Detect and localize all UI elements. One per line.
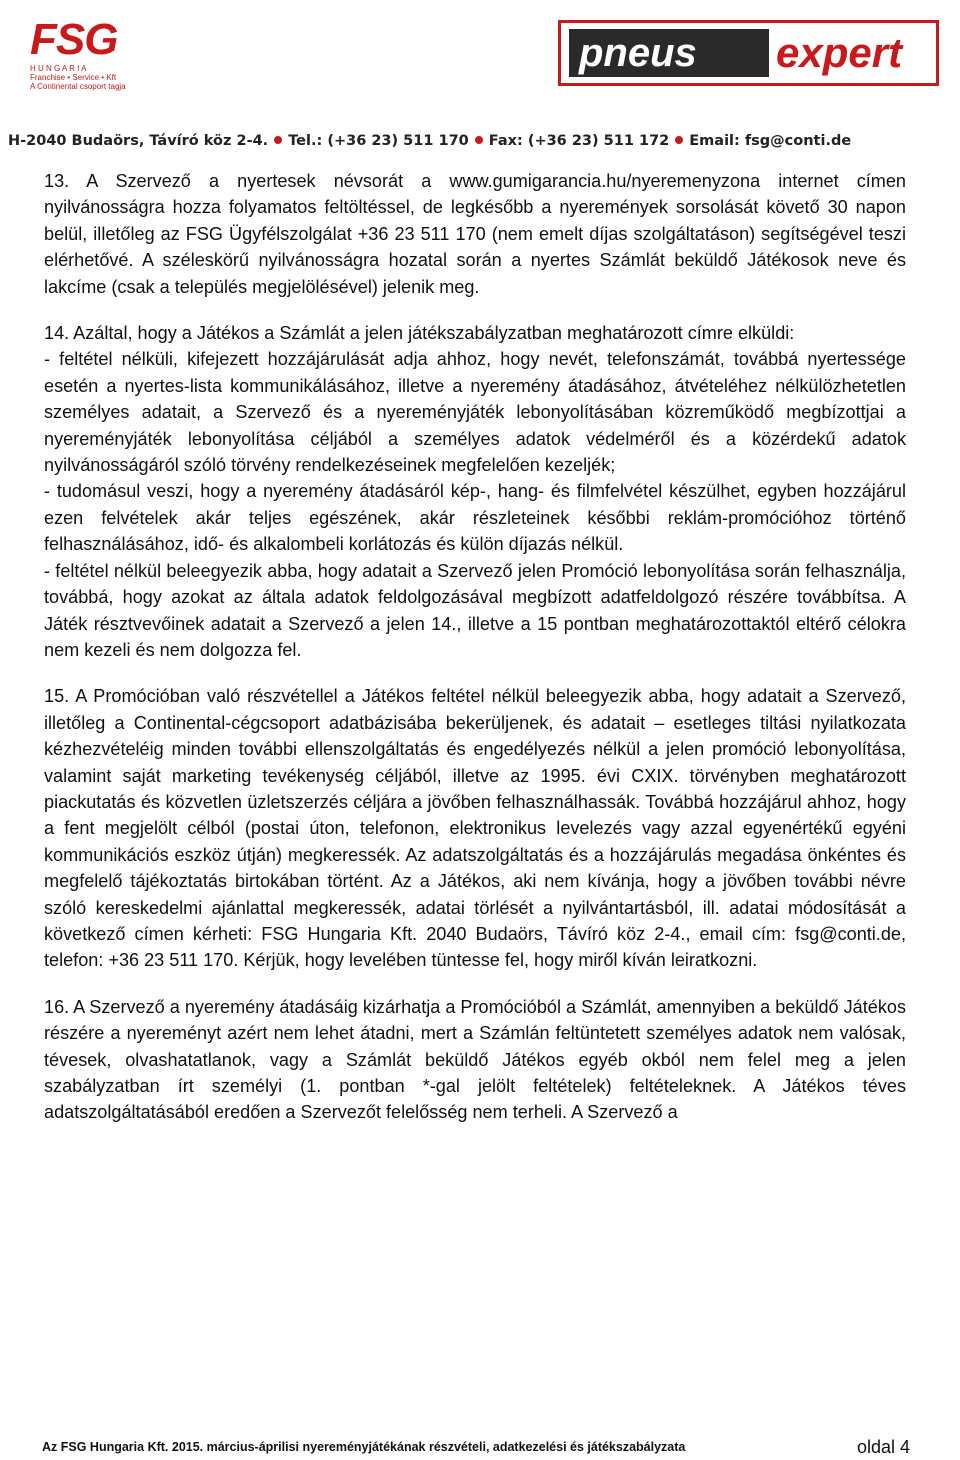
paragraph-14-item-1: - feltétel nélküli, kifejezett hozzájárulását adja ahhoz, hogy nevét, telefonszámát, továbbá nyertessége esetén a nyertes-lista kommunikálásához, illetve a nyeremény átadásához, átvételéhez nélkülözhetetlen személyes adatait, a Szervező és a nyereményjáték lebonyolításában közreműködő megbízottjai a nyereményjáték lebonyolítása céljából a személyes adatok védelméről és a közérdekű adatok nyilvánosságáról szóló törvény rendelkezéseinek megfelelően kezeljék; [44, 349, 906, 476]
fsg-logo [30, 15, 150, 91]
document-body [44, 168, 906, 1146]
paragraph-14-item-3: - feltétel nélkül beleegyezik abba, hogy adatait a Szervező jelen Promóció lebonyolítása során felhasználja, továbbá, hogy azokat az általa adatok feldolgozásával megbízott adatfeldolgozó részére továbbítsa. A Játék résztvevőinek adatait a Szervező a jelen 14., illetve a 15 pontban meghatározottaktól eltérő célokra nem kezeli és nem dolgozza fel. [44, 560, 906, 660]
letterhead [0, 0, 960, 130]
paragraph-16 [44, 994, 906, 1126]
fsg-logo-tagline: Franchise • Service • Kft [30, 73, 117, 82]
pneus-expert-logo [558, 20, 948, 88]
fsg-logo-country: H U N G A R I A [30, 64, 87, 73]
paragraph-16-text: 16. A Szervező a nyeremény átadásáig kizárhatja a Promócióból a Számlát, amennyiben a beküldő Játékos részére a nyereményt azért nem lehet átadni, mert a Számlán feltüntetett személyes adatok nem valósak, tévesek, olvashatatlanok, vagy a Számlát beküldő Játékos egyéb okból nem felel meg a jelen szabályzatban írt személyi (1. pontban *-gal jelölt feltételek) feltételeknek. A Játékos téves adatszolgáltatásából eredően a Szervezőt felelősség nem terheli. A Szervező a [44, 996, 906, 1123]
fsg-logo-subtitle [30, 64, 150, 91]
paragraph-13 [44, 168, 906, 300]
footer-text: Az FSG Hungaria Kft. 2015. március-áprilisi nyereményjátékának részvételi, adatkezelési és játékszabályzata [42, 1440, 686, 1454]
bullet-dot-icon [475, 136, 483, 144]
bullet-dot-icon [675, 136, 683, 144]
fsg-logo-group: A Continental csoport tagja [30, 82, 126, 91]
paragraph-14-intro: 14. Azáltal, hogy a Játékos a Számlát a jelen játékszabályzatban meghatározott címre elküldi: [44, 323, 795, 344]
email-text: Email: fsg@conti.de [689, 133, 852, 149]
paragraph-14-item-2: - tudomásul veszi, hogy a nyeremény átadásáról kép-, hang- és filmfelvétel készülhet, egyben hozzájárul ezen felvételek akár teljes egészének, akár részleteinek későbbi reklám-promócióhoz történő felhasználásához, idő- és alkalombeli korlátozás és külön díjazás nélkül. [44, 481, 906, 555]
address-text: H-2040 Budaörs, Távíró köz 2-4. [8, 133, 269, 149]
bullet-dot-icon [274, 136, 282, 144]
page-number: oldal 4 [856, 1437, 910, 1457]
phone-text: Tel.: (+36 23) 511 170 [288, 133, 469, 149]
paragraph-13-text: 13. A Szervező a nyertesek névsorát a www.gumigarancia.hu/nyeremenyzona internet címen nyilvánosságra hozza folyamatos feltöltéssel, de legkésőbb a nyeremények sorsolását követő 30 napon belül, illetőleg az FSG Ügyfélszolgálat +36 23 511 170 (nem emelt díjas szolgáltatáson) segítségével teszi elérhetővé. A széleskörű nyilvánosságra hozatal során a nyertes Számlát beküldő Játékosok neve és lakcíme (csak a település megjelölésével) jelenik meg. [44, 171, 906, 297]
fsg-logo-mark: FSG [30, 15, 118, 64]
contact-line [0, 130, 960, 154]
pneus-word: pneus [569, 29, 769, 77]
paragraph-15-text: 15. A Promócióban való részvétellel a Játékos feltétel nélkül beleegyezik abba, hogy adatait a Szervező, illetőleg a Continental-cégcsoport adatbázisába bekerüljenek, és adatait – esetleges tiltási nyilatkozata kézhezvételéig minden további ellenszolgáltatás és engedélyezés nélkül a jelen promóció lebonyolítása, valamint saját marketing tevékenység céljából, illetve az 1995. évi CXIX. törvényben meghatározott piackutatás és közvetlen üzletszerzés céljára a jövőben felhasználhassák. Továbbá hozzájárul ahhoz, hogy a fent megjelölt célból (postai úton, telefonon, elektronikus levelezés vagy azzal egyenértékű egyéni kommunikációs eszköz útján) megkeressék. Az adatszolgáltatás és a hozzájárulás megadása önkéntes és megfelelő tájékoztatás birtokában történt. Az a Játékos, aki nem kívánja, hogy a jövőben további névre szóló kereskedelmi ajánlattal megkeressék, adatai törlését a nyilvántartásból, ill. adatai módosítását a következő címen kérheti: FSG Hungaria Kft. 2040 Budaörs, Távíró köz 2-4., email cím: fsg@conti.de, telefon: +36 23 511 170. Kérjük, hogy levelében tüntesse fel, hogy miről kíván leiratkozni. [44, 686, 906, 971]
expert-word: expert [776, 29, 903, 76]
paragraph-14 [44, 320, 906, 663]
pneus-expert-frame [558, 20, 939, 86]
contact-details [8, 130, 851, 152]
page-footer [42, 1434, 912, 1460]
paragraph-15 [44, 683, 906, 973]
fax-text: Fax: (+36 23) 511 172 [488, 133, 670, 149]
